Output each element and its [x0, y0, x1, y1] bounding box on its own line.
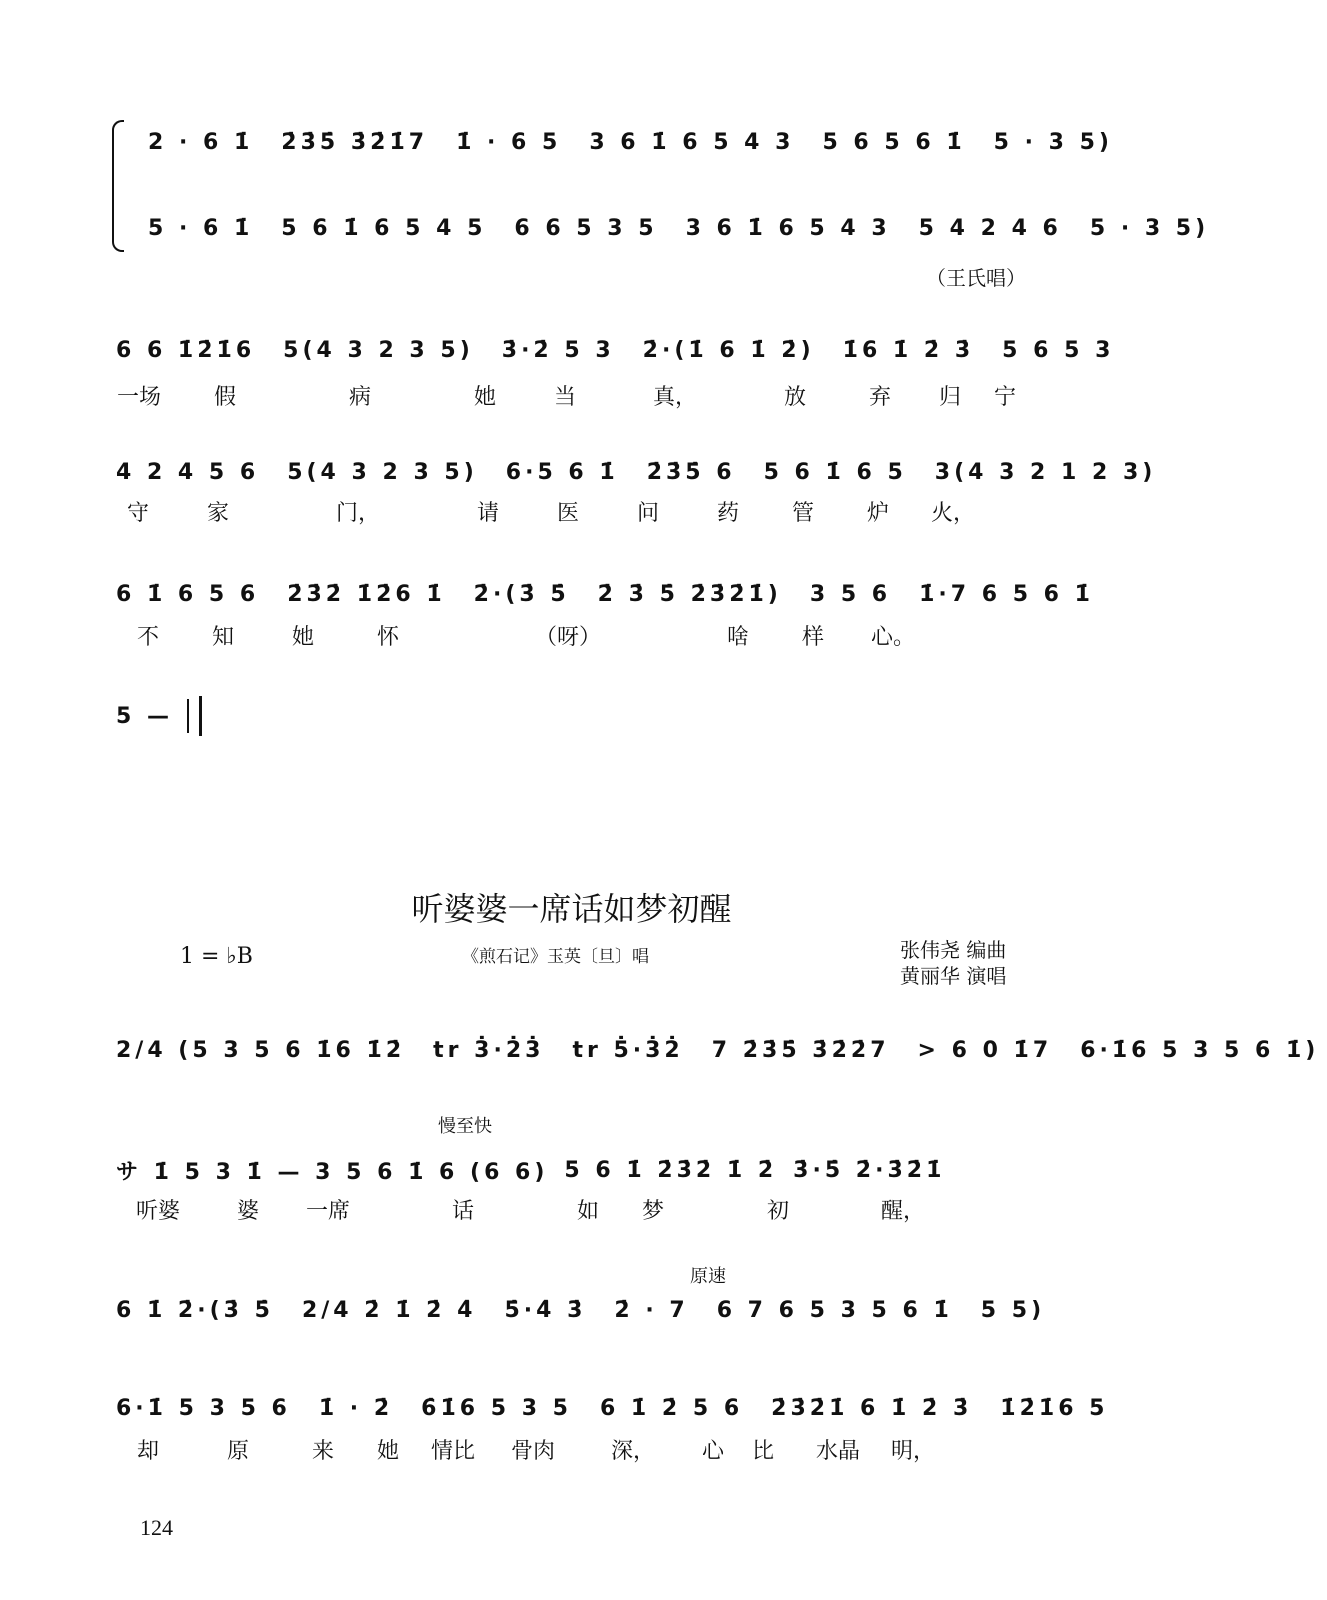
measure: 6 1̇ 2̇·(3̇ 5̇ — [116, 1297, 274, 1323]
lyric: 水晶 — [815, 1439, 860, 1464]
lyric: 原 — [226, 1439, 249, 1464]
measure: tr 3̇·2̇3̇ — [433, 1037, 545, 1063]
measure: サ 1̇ 5 3 1̇ — 3 5 6 1̇ 6 (6 6) — [116, 1159, 549, 1185]
lyric: 火， — [930, 501, 975, 526]
lyric: 梦 — [641, 1199, 664, 1224]
lyric: 知 — [211, 625, 234, 650]
verse-lyrics-3 — [108, 620, 1038, 651]
verse-notes-2 — [108, 452, 1157, 492]
measure: 5 6 1̇ 2̇3̇2̇ 1̇ 2̇ — [564, 1157, 778, 1183]
lyric: 放 — [783, 385, 806, 410]
lyric: 一席 — [305, 1199, 350, 1224]
lyric: 啥 — [726, 625, 749, 650]
barline — [187, 699, 189, 733]
verse-lyrics-2 — [108, 496, 1038, 527]
lyric: 骨肉 — [510, 1439, 555, 1464]
measure: 2̇·(3̇ 5̇ — [473, 581, 570, 607]
system-brace — [112, 120, 124, 252]
lyric: 弃 — [868, 385, 891, 410]
lyric: 深， — [610, 1439, 655, 1464]
measure: 5 — — [116, 703, 173, 729]
lyric: 来 — [311, 1439, 334, 1464]
lyric: 真， — [652, 385, 697, 410]
lyric: 初 — [766, 1199, 789, 1224]
song-notes-2 — [108, 1150, 1038, 1190]
measure: 5 6 1̇ 6 5 — [763, 459, 907, 485]
lyric: 心 — [701, 1439, 724, 1464]
tempo-mark: 慢至快 — [438, 1116, 492, 1137]
measure: 5 · 6 1̇ — [148, 215, 254, 241]
lyric: 她 — [376, 1439, 399, 1464]
measure: 6 6 1̇2̇1̇6 — [116, 337, 256, 363]
lyric: 当 — [553, 385, 576, 410]
lyric: 归 — [938, 385, 961, 410]
lyric: 明， — [890, 1439, 935, 1464]
lyric: 医 — [556, 501, 579, 526]
page-number: 124 — [140, 1515, 173, 1540]
measure: 5(4 3 2 3 5) — [287, 459, 478, 485]
lyric: 病 — [348, 385, 371, 410]
song-lyrics-2 — [108, 1194, 1038, 1225]
measure: 6·1̇6 5 3 5 6 1̇) — [1080, 1037, 1320, 1063]
song-notes-1 — [108, 1030, 1320, 1070]
lyric: 听婆 — [135, 1199, 180, 1224]
lyric: 她 — [473, 385, 496, 410]
measure: 6 7 6 5 3 5 6 1̇ — [716, 1297, 953, 1323]
lyric: 话 — [451, 1199, 474, 1224]
measure: 3̇·2̇ 5 3 — [501, 337, 615, 363]
measure: 6·5 6 1̇ — [505, 459, 619, 485]
measure: 2̇ 3̇ 5̇ 2̇3̇2̇1̇) — [597, 581, 782, 607]
lyric: 心。 — [870, 625, 915, 650]
measure: 2̇3̇2̇ 1̇2̇6 1̇ — [287, 581, 446, 607]
measure: 1̇2̇1̇6 5 — [1000, 1395, 1109, 1421]
lyric: 守 — [126, 501, 149, 526]
lyric: 请 — [476, 501, 499, 526]
verse-lyrics-1 — [108, 380, 1038, 411]
measure: 5 · 3 5) — [1089, 215, 1210, 241]
measure: 2/4 (5 3 5 6 1̇6 1̇2̇ — [116, 1037, 406, 1063]
verse-notes-3 — [108, 574, 1094, 614]
measure: 2/4 2̇ 1̇ 2̇ 4̇ — [301, 1297, 477, 1323]
lyric: 管 — [791, 501, 814, 526]
lyric: 药 — [716, 501, 739, 526]
measure: 5̇·4̇ 3̇ — [504, 1297, 587, 1323]
measure: 5 6 5 6 1̇ — [822, 129, 966, 155]
lyric: 不 — [136, 625, 159, 650]
measure: 1̇6 1̇ 2̇ 3̇ — [842, 337, 975, 363]
lyric: 假 — [213, 385, 236, 410]
final-barline — [199, 696, 202, 736]
lyric: 醒， — [880, 1199, 925, 1224]
measure: 5 6 5 3 — [1002, 337, 1115, 363]
measure: 5 · 3 5) — [993, 129, 1113, 155]
measure: 5 5) — [980, 1297, 1046, 1323]
composer-credit: 张伟尧 编曲 — [900, 938, 1007, 962]
song-notes-3 — [108, 1290, 1046, 1330]
measure: 2 · 6 1̇ — [148, 129, 254, 155]
measure: 3 5 6 — [809, 581, 892, 607]
measure: 2̇3̇5̇ 6 — [646, 459, 736, 485]
lyric: 比 — [751, 1439, 774, 1464]
song-notes-4 — [108, 1388, 1109, 1428]
measure: 2̇·(1̇ 6 1̇ 2̇) — [642, 337, 815, 363]
measure: 5(4 3 2 3 5) — [283, 337, 474, 363]
measure: 6̇1̇6 5 3 5 — [421, 1395, 572, 1421]
measure: 3 6 1̇ 6 5 4 3 — [589, 129, 795, 155]
measure: 1̇ · 6 5 — [456, 129, 562, 155]
singer-note: （王氏唱） — [926, 266, 1026, 290]
verse-notes-1 — [108, 330, 1115, 370]
lyric: 宁 — [993, 385, 1016, 410]
measure: 2̇ · 7 — [614, 1297, 689, 1323]
measure: 3̇·5̇ 2̇·3̇2̇1̇ — [793, 1157, 946, 1183]
measure: 2̇3̇2̇1̇ 6 1̇ 2̇ 3̇ — [771, 1395, 973, 1421]
upper-staff-2 — [140, 208, 1210, 248]
singer-credit: 黄丽华 演唱 — [900, 964, 1007, 988]
measure: > 6 0 1̇7 — [917, 1037, 1053, 1063]
measure: 7 2̇3̇5̇ 3̇2̇2̇7 — [711, 1037, 890, 1063]
measure: 5 4 2 4 6 — [918, 215, 1062, 241]
measure: 2̇3̇5̇ 3̇2̇1̇7 — [281, 129, 429, 155]
key-signature: 1 = ♭B — [180, 944, 253, 969]
lyric: 如 — [576, 1199, 599, 1224]
lyric: 家 — [206, 501, 229, 526]
lyric: 婆 — [236, 1199, 259, 1224]
measure: 6 1̇ 6 5 6 — [116, 581, 260, 607]
song-subtitle: 《煎石记》玉英〔旦〕唱 — [462, 947, 649, 967]
upper-staff-1 — [140, 122, 1113, 162]
measure: 5 6 1̇ 6 5 4 5 — [281, 215, 487, 241]
lyric: 怀 — [376, 625, 399, 650]
tempo-mark: 原速 — [690, 1266, 726, 1287]
measure: 3(4 3 2 1 2 3) — [934, 459, 1157, 485]
measure: tr 5̇·3̇2̇ — [572, 1037, 684, 1063]
lyric: 门， — [335, 501, 380, 526]
lyric: 一场 — [116, 385, 161, 410]
lyric: （呀） — [534, 625, 601, 650]
verse-notes-4 — [108, 696, 1038, 736]
lyric: 炉 — [866, 501, 889, 526]
lyric: 样 — [801, 625, 824, 650]
measure: 6 1̇ 2̇ 5 6 — [599, 1395, 744, 1421]
song-title: 听婆婆一席话如梦初醒 — [411, 890, 732, 928]
measure: 6·1̇ 5 3 5 6 — [116, 1395, 291, 1421]
measure: 1̇ · 2̇ — [318, 1395, 394, 1421]
lyric: 问 — [636, 501, 659, 526]
measure: 1̇·7 6 5 6 1̇ — [919, 581, 1094, 607]
lyric: 她 — [291, 625, 314, 650]
measure: 4 2 4 5 6 — [116, 459, 260, 485]
song-lyrics-4 — [108, 1434, 1038, 1465]
lyric: 却 — [136, 1439, 159, 1464]
measure: 6 6 5 3 5 — [514, 215, 658, 241]
measure: 3 6 1̇ 6 5 4 3 — [685, 215, 891, 241]
lyric: 情比 — [430, 1439, 475, 1464]
